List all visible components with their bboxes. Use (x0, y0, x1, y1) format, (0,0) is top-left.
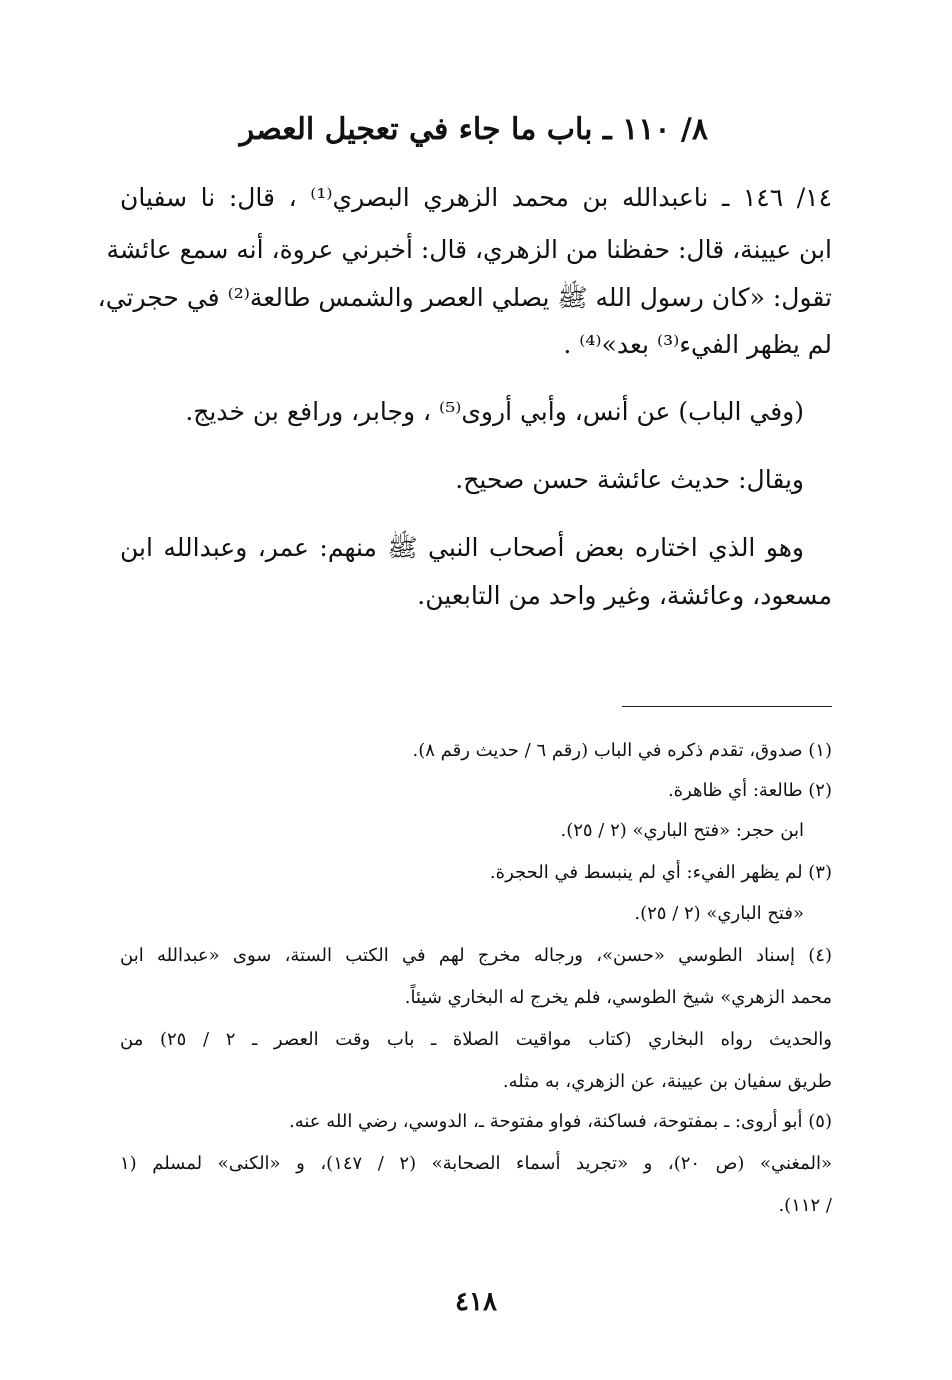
amal-line-1: وهو الذي اختاره بعض أصحاب النبي ﷺ منهم: عمر، وعبدالله ابن (120, 533, 804, 562)
footnote-4-cont-3: طريق سفيان بن عيينة، عن الزهري، به مثله. (502, 1071, 832, 1092)
footnote-2-cont: ابن حجر: «فتح الباري» (٢ / ٢٥). (560, 820, 804, 841)
hadith-line-2: ابن عيينة، قال: حفظنا من الزهري، قال: أخبرني عروة، أنه سمع عائشة (106, 235, 832, 264)
page-number: ٤١٨ (455, 1287, 497, 1317)
footnote-4: (٤) إسناد الطوسي «حسن»، ورجاله مخرج لهم في الكتب الستة، سوى «عبدالله ابن (120, 945, 832, 966)
footnote-4-cont-2: والحديث رواه البخاري (كتاب مواقيت الصلاة ـ باب وقت العصر ـ ٢ / ٢٥) من (120, 1029, 832, 1050)
bab-line: (وفي الباب) عن أنس، وأبي أروى⁽⁵⁾ ، وجابر، ورافع بن خديج. (185, 397, 804, 426)
footnote-2: (٢) طالعة: أي ظاهرة. (667, 780, 832, 801)
footnote-4-cont-1: محمد الزهري» شيخ الطوسي، فلم يخرج له البخاري شيئاً. (404, 987, 832, 1008)
footnote-3-cont: «فتح الباري» (٢ / ٢٥). (634, 903, 804, 924)
footnote-5-cont-2: / ١١٢). (778, 1195, 832, 1216)
hadith-line-3: تقول: «كان رسول الله ﷺ يصلي العصر والشمس طالعة⁽²⁾ في حجرتي، (97, 283, 832, 312)
hadith-line-4: لم يظهر الفيء⁽³⁾ بعد»⁽⁴⁾ . (563, 330, 832, 359)
hukm-line: ويقال: حديث عائشة حسن صحيح. (455, 465, 804, 494)
footnote-5-cont-1: «المغني» (ص ٢٠)، و «تجريد أسماء الصحابة» (٢ / ١٤٧)، و «الكنى» لمسلم (١ (120, 1153, 832, 1174)
footnote-3: (٣) لم يظهر الفيء: أي لم ينبسط في الحجرة. (489, 862, 832, 883)
amal-line-2: مسعود، وعائشة، وغير واحد من التابعين. (417, 581, 832, 610)
hadith-line-1: ١٤/ ١٤٦ ـ ناعبدالله بن محمد الزهري البصري⁽¹⁾ ، قال: نا سفيان (120, 183, 832, 212)
footnote-1: (١) صدوق، تقدم ذكره في الباب (رقم ٦ / حديث رقم ٨). (412, 740, 832, 761)
footnote-5: (٥) أبو أروى: ـ بمفتوحة، فساكنة، فواو مفتوحة ـ، الدوسي، رضي الله عنه. (288, 1111, 832, 1132)
chapter-title: ٨/ ١١٠ ـ باب ما جاء في تعجيل العصر (239, 112, 708, 147)
footnote-separator (622, 706, 832, 707)
